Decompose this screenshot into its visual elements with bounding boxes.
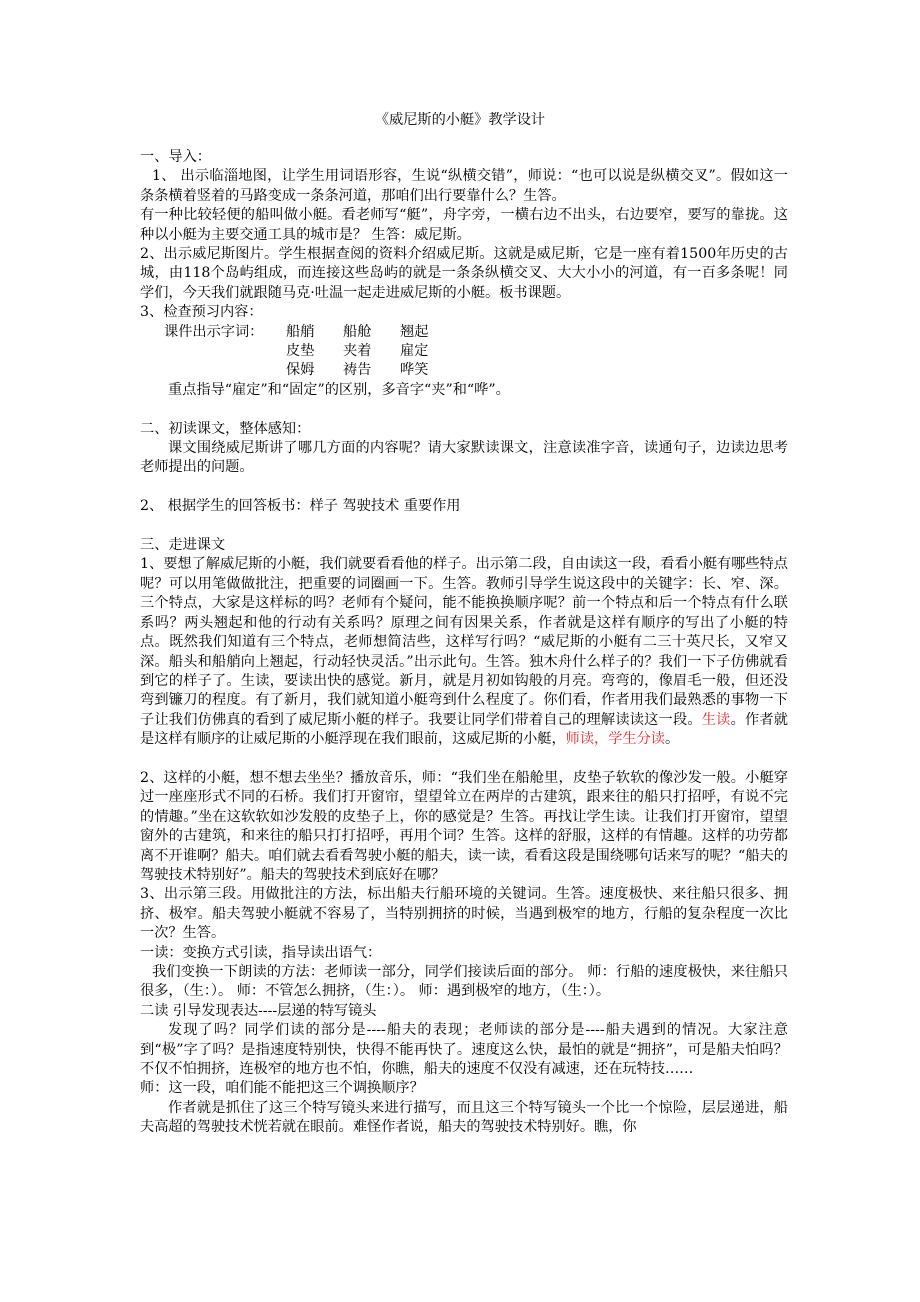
vocabulary-word: 船舱 [343, 323, 372, 340]
vocabulary-word: 夹着 [343, 343, 372, 360]
text-run: 。作者就是这样有顺序的让威尼斯的小艇浮现在我们眼前，这威尼斯的小艇， [140, 711, 788, 748]
paragraph: 3、检查预习内容： [140, 304, 263, 321]
vocabulary-word: 船艄 [286, 323, 315, 340]
vocabulary-label: 课件出示字词： [164, 323, 264, 340]
document-body [140, 148, 788, 1138]
paragraph: 课文围绕威尼斯讲了哪几方面的内容呢？请大家默读课文，注意读准字音，读通句子，边读边思考老师提出的问题。 [140, 440, 788, 476]
paragraph: 有一种比较轻便的船叫做小艇。看老师写“艇”，舟字旁，一横右边不出头，右边要窄，要写的靠拢。这种以小艇为主要交通工具的城市是？ 生答：威尼斯。 [140, 207, 788, 243]
paragraph: 3、出示第三段。用做批注的方法，标出船夫行船环境的关键词。生答。速度极快、来往船只很多、拥挤、极窄。船夫驾驶小艇就不容易了，当特别拥挤的时候，当遇到极窄的地方，行船的复杂程度一次比一次？生答。 [140, 886, 788, 942]
vocabulary-word: 保姆 [286, 362, 315, 379]
vocabulary-word: 皮垫 [286, 343, 315, 360]
highlighted-text: 生读 [701, 711, 731, 728]
document-title: 《威尼斯的小艇》教学设计 [374, 112, 546, 128]
paragraph: 二读 引导发现表达----层递的特写镜头 [140, 1002, 377, 1019]
paragraph: 2、这样的小艇，想不想去坐坐？播放音乐，师：“我们坐在船舱里，皮垫子软软的像沙发一般。小艇穿过一座座形式不同的石桥。我们打开窗帘，望望耸立在两岸的古建筑，跟来往的船只打招呼，有说不完的情趣。”坐在这软软如沙发般的皮垫子上，你的感觉是？生答。再找让学生读。让我们打开窗帘，望望窗外的古建筑，和来往的船只打打招呼，再用个词？生答。这样的舒服，这样的有情趣。这样的功劳都离不开谁啊？船夫。咱们就去看看驾驶小艇的船夫，读一读，看看这段是围绕哪句话来写的呢？“船夫的驾驶技术特别好”。船夫的驾驶技术到底好在哪？ [140, 769, 788, 883]
vocabulary-word: 哗笑 [400, 362, 429, 379]
section-1-heading: 一、导入： [140, 149, 211, 165]
paragraph: 作者就是抓住了这三个特写镜头来进行描写，而且这三个特写镜头一个比一个惊险，层层递进，船夫高超的驾驶技术恍若就在眼前。难怪作者说，船夫的驾驶技术特别好。瞧，你 [140, 1099, 788, 1136]
paragraph: 一读：变换方式引读，指导读出语气： [140, 944, 382, 961]
vocabulary-row [164, 342, 457, 361]
paragraph: 重点指导“雇定”和“固定”的区别，多音字“夹”和“哗”。 [168, 381, 510, 398]
paragraph: 2、出示威尼斯图片。学生根据查阅的资料介绍威尼斯。这就是威尼斯，它是一座有着1500年历史的古城，由118个岛屿组成，而连接这些岛屿的就是一条条纵横交叉、大大小小的河道，有一百多条呢！同学们，今天我们就跟随马克·吐温一起走进威尼斯的小艇。板书课题。 [140, 246, 788, 301]
text-run: 。 [664, 731, 680, 748]
paragraph: 2、 根据学生的回答板书：样子 驾驶技术 重要作用 [140, 498, 461, 515]
vocabulary-table [164, 323, 457, 381]
section-3-heading: 三、走进课文 [140, 537, 226, 554]
paragraph [140, 555, 788, 749]
text-run: 1、要想了解威尼斯的小艇，我们就要看看他的样子。出示第二段，自由读这一段，看看小艇有哪些特点呢？可以用笔做做批注，把重要的词圈画一下。生答。教师引导学生说这段中的关键字：长、窄、深。三个特点，大家是这样标的吗？老师有个疑问，能不能换换顺序呢？前一个特点和后一个特点有什么联系吗？两头翘起和他的行动有关系吗？原理之间有因果关系，作者就是这样有顺序的写出了小艇的特点。既然我们知道有三个特点，老师想简洁些，这样写行吗？“威尼斯的小艇有二三十英尺长，又窄又深。船头和船艄向上翘起，行动轻快灵活。”出示此句。生答。独木舟什么样子的？我们一下子仿佛就看到它的样子了。生读，要读出快的感觉。新月，就是月初如钩般的月亮。弯弯的，像眉毛一般，但还没弯到镰刀的程度。有了新月，我们就知道小艇弯到什么程度了。你们看，作者用我们最熟悉的事物一下子让我们仿佛真的看到了威尼斯小艇的样子。我要让同学们带着自己的理解读读这一段。 [140, 556, 788, 728]
vocabulary-word: 雇定 [400, 343, 429, 360]
section-2-heading: 二、初读课文，整体感知： [140, 420, 311, 437]
highlighted-text: 师读，学生分读 [565, 731, 665, 748]
vocabulary-word: 翘起 [400, 323, 429, 340]
paragraph: 1、 出示临淄地图，让学生用词语形容，生说“纵横交错”，师说：“也可以说是纵横交叉”。假如这一条条横着竖着的马路变成一条条河道，那咱们出行要靠什么？生答。 [140, 168, 788, 204]
vocabulary-word: 祷告 [343, 362, 372, 379]
paragraph: 我们变换一下朗读的方法：老师读一部分，同学们接读后面的部分。 师：行船的速度极快，来往船只很多，（生：）。 师：不管怎么拥挤，（生：）。 师：遇到极窄的地方，（生：）。 [140, 964, 788, 1000]
paragraph: 师：这一段，咱们能不能把这三个调换顺序？ [140, 1080, 424, 1097]
vocabulary-row [164, 361, 457, 380]
vocabulary-row [164, 323, 457, 342]
paragraph: 发现了吗？同学们读的部分是----船夫的表现；老师读的部分是----船夫遇到的情况。大家注意到“极”字了吗？是指速度特别快，快得不能再快了。速度这么快，最怕的就是“拥挤”，可是船夫怕吗？不仅不怕拥挤，连极窄的地方也不怕，你瞧，船夫的速度不仅没有减速，还在玩特技…… [140, 1022, 788, 1078]
